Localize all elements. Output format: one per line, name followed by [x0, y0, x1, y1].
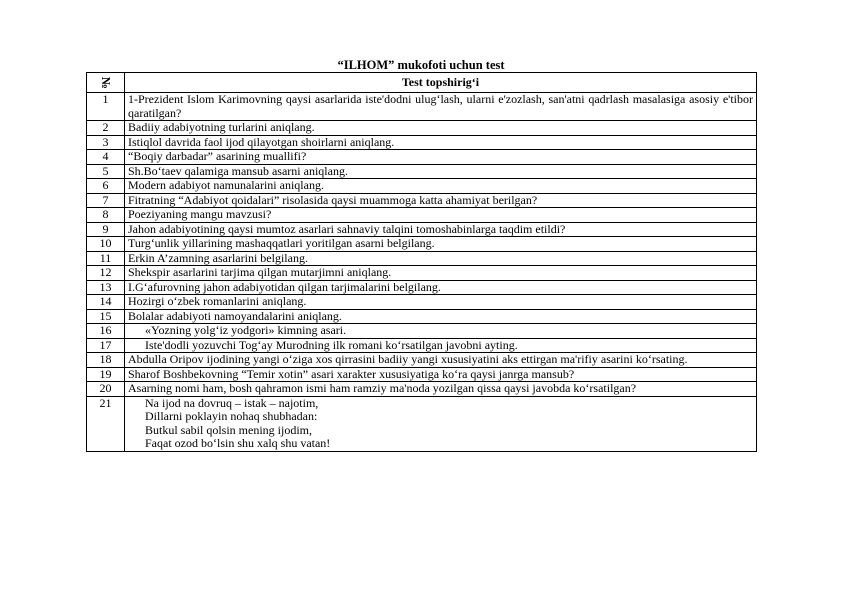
table-row [87, 121, 757, 136]
table-row [87, 367, 757, 382]
row-number: 3 [87, 135, 125, 150]
row-number: 4 [87, 150, 125, 165]
table-row [87, 324, 757, 339]
table-row [87, 208, 757, 223]
row-number: 17 [87, 338, 125, 353]
row-number: 13 [87, 280, 125, 295]
poem-line: Butkul sabil qolsin mening ijodim, [145, 422, 313, 437]
row-number: 20 [87, 382, 125, 397]
poem-line: Faqat ozod bo‘lsin shu xalq shu vatan! [145, 436, 331, 450]
question-line: «Yozning yolg‘iz yodgori» kimning asari. [145, 323, 347, 337]
table-row [87, 280, 757, 295]
table-row [87, 135, 757, 150]
table-row [87, 382, 757, 397]
row-number: 11 [87, 251, 125, 266]
question-text: Asarning nomi ham, bosh qahramon ismi ham ramziy ma'noda yozilgan qissa qaysi javobda ko‘rsatilgan? [125, 382, 757, 397]
question-text: Poeziyaning mangu mavzusi? [125, 208, 757, 223]
question-text: Shekspir asarlarini tarjima qilgan mutarjimni aniqlang. [125, 266, 757, 281]
question-text: Fitratning “Adabiyot qoidalari” risolasida qaysi muammoga katta ahamiyat berilgan? [125, 193, 757, 208]
question-text [125, 324, 757, 339]
number-sign: № [99, 76, 114, 89]
row-number: 21 [87, 396, 125, 451]
table-row [87, 222, 757, 237]
table-row [87, 193, 757, 208]
column-header-task: Test topshirig‘i [125, 73, 757, 93]
column-header-number [87, 73, 125, 93]
table-row [87, 338, 757, 353]
question-text: I.G‘afurovning jahon adabiyotidan qilgan tarjimalarini belgilang. [125, 280, 757, 295]
row-number: 19 [87, 367, 125, 382]
row-number: 5 [87, 164, 125, 179]
poem-line: Dillarni poklayin nohaq shubhadan: [145, 409, 318, 423]
table-row [87, 353, 757, 368]
question-text: Erkin A’zamning asarlarini belgilang. [125, 251, 757, 266]
question-text [125, 338, 757, 353]
question-text: Abdulla Oripov ijodining yangi o‘ziga xos qirrasini badiiy yangi xususiyatini aks ettirgan ma'rifiy asarini ko‘rsating. [125, 353, 757, 368]
table-row [87, 396, 757, 451]
question-text: Badiiy adabiyotning turlarini aniqlang. [125, 121, 757, 136]
table-row [87, 251, 757, 266]
row-number: 8 [87, 208, 125, 223]
table-row [87, 237, 757, 252]
table-row [87, 93, 757, 121]
question-text: Jahon adabiyotining qaysi mumtoz asarlari sahnaviy talqini tomoshabinlarga taqdim etildi? [125, 222, 757, 237]
table-row [87, 266, 757, 281]
question-text: Sharof Boshbekovning “Temir xotin” asari xarakter xususiyatiga ko‘ra qaysi janrga mansub? [125, 367, 757, 382]
question-line: Iste'dodli yozuvchi Tog‘ay Murodning ilk romani ko‘rsatilgan javobni ayting. [145, 338, 518, 352]
question-text: 1-Prezident Islom Karimovning qaysi asarlarida iste'dodni ulug‘lash, ularni e'zozlash, san'atni qadrlash masalasiga asosiy e'tibor qaratilgan? [125, 93, 757, 121]
row-number: 7 [87, 193, 125, 208]
question-text: Modern adabiyot namunalarini aniqlang. [125, 179, 757, 194]
question-text: Istiqlol davrida faol ijod qilayotgan shoirlarni aniqlang. [125, 135, 757, 150]
row-number: 10 [87, 237, 125, 252]
question-text: Bolalar adabiyoti namoyandalarini aniqlang. [125, 309, 757, 324]
row-number: 6 [87, 179, 125, 194]
table-row [87, 150, 757, 165]
test-table [86, 72, 757, 452]
question-text: “Boqiy darbadar” asarining muallifi? [125, 150, 757, 165]
table-row [87, 179, 757, 194]
row-number: 2 [87, 121, 125, 136]
table-row [87, 164, 757, 179]
row-number: 18 [87, 353, 125, 368]
poem-line: Na ijod na dovruq – istak – najotim, [145, 395, 319, 410]
question-text: Turg‘unlik yillarining mashaqqatlari yoritilgan asarni belgilang. [125, 237, 757, 252]
row-number: 9 [87, 222, 125, 237]
table-row [87, 309, 757, 324]
page-title: “ILHOM” mukofoti uchun test [337, 58, 505, 72]
table-header-row [87, 73, 757, 93]
row-number: 12 [87, 266, 125, 281]
table-row [87, 295, 757, 310]
question-text: Hozirgi o‘zbek romanlarini aniqlang. [125, 295, 757, 310]
row-number: 15 [87, 309, 125, 324]
row-number: 16 [87, 324, 125, 339]
row-number: 14 [87, 295, 125, 310]
question-text: Sh.Bo‘taev qalamiga mansub asarni aniqlang. [125, 164, 757, 179]
poem-text [125, 396, 757, 451]
row-number: 1 [87, 93, 125, 121]
